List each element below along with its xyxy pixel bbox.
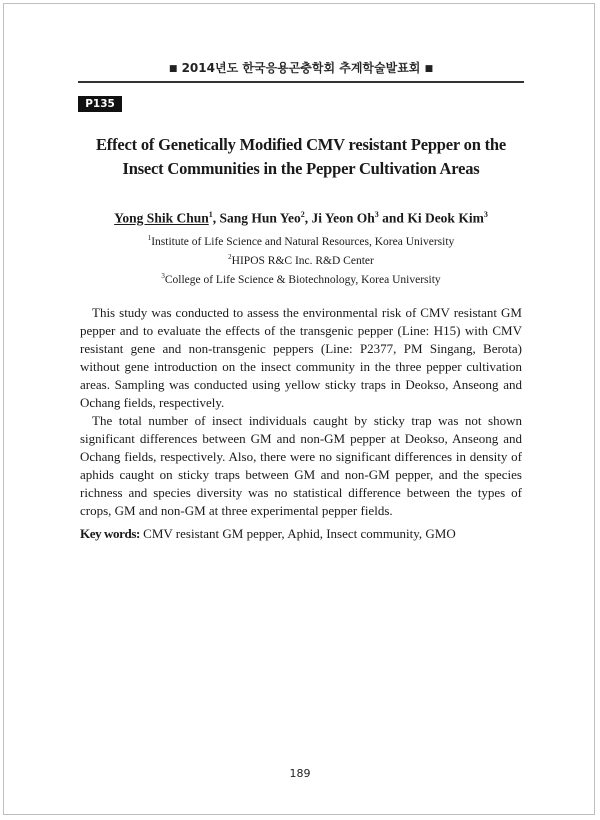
affiliation-list	[78, 231, 524, 287]
author-affil-mark: 3	[483, 210, 488, 219]
paper-title	[78, 133, 524, 181]
author-list	[78, 206, 524, 228]
author-name: Sang Hun Yeo	[219, 210, 301, 226]
abstract-paragraph-1: This study was conducted to assess the environmental risk of CMV resistant GM pepper and to evaluate the effects of the transgenic pepper (Line: H15) with CMV resistant gene and non-transgenic peppers (Line: P2377, PM Singang, Berota) without gene introduction on the insect community in the three pepper cultivation areas. Sampling was conducted using yellow sticky traps in Deokso, Anseong and Ochang fields, respectively.	[80, 305, 522, 410]
affiliation-mark: 3	[161, 271, 165, 280]
affiliation-text: College of Life Science & Biotechnology, Korea University	[164, 273, 441, 286]
author-name: Yong Shik Chun	[114, 210, 209, 226]
page-number: 189	[289, 767, 311, 780]
poster-code-badge: P135	[78, 96, 122, 112]
affiliation-text: Institute of Life Science and Natural Resources, Korea University	[151, 235, 455, 248]
affiliation-text: HIPOS R&C Inc. R&D Center	[231, 254, 374, 267]
conference-header	[78, 58, 524, 79]
author-affil-mark: 3	[374, 210, 379, 219]
author-separator: ,	[212, 210, 220, 226]
affiliation	[78, 269, 524, 288]
keywords-text: CMV resistant GM pepper, Aphid, Insect community, GMO	[143, 526, 456, 541]
affiliation	[78, 231, 524, 250]
abstract-paragraph-2: The total number of insect individuals caught by sticky trap was not shown significant differences between GM and non-GM pepper at Deokso, Anseong and Ochang fields, respectively. Also, there were no significant differences in density of aphids caught on sticky traps between GM and non-GM pepper, and the species richness and species diversity was no statistical difference between the types of crops, GM and non-GM at three experimental pepper fields.	[80, 413, 522, 518]
header-rule	[78, 81, 524, 83]
keywords-label: Key words:	[80, 526, 140, 541]
keywords	[80, 525, 522, 543]
author-name: Ki Deok Kim	[407, 210, 484, 226]
abstract-body	[80, 304, 522, 520]
affiliation	[78, 250, 524, 269]
header-bullet-right: ■	[424, 64, 434, 74]
title-line-2: Insect Communities in the Pepper Cultivation Areas	[122, 159, 480, 178]
header-bullet-left: ■	[168, 64, 178, 74]
author-separator: and	[378, 210, 408, 226]
author-affil-mark: 2	[300, 210, 305, 219]
affiliation-mark: 2	[228, 252, 232, 261]
author-name: Ji Yeon Oh	[311, 210, 375, 226]
author-affil-mark: 1	[208, 210, 213, 219]
conference-title: 2014년도 한국응용곤충학회 추계학술발표회	[181, 61, 421, 75]
title-line-1: Effect of Genetically Modified CMV resistant Pepper on the	[96, 135, 506, 154]
affiliation-mark: 1	[147, 234, 152, 242]
author-separator: ,	[304, 210, 312, 226]
